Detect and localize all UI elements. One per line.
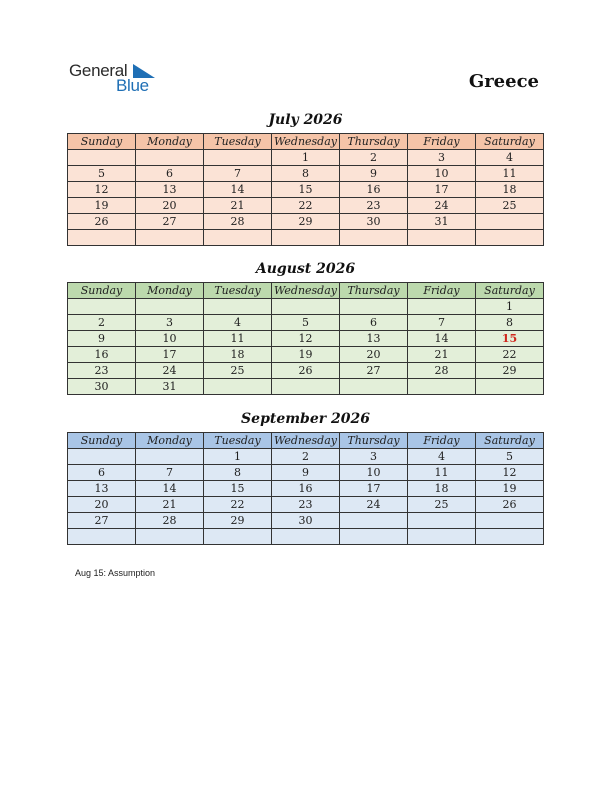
day-cell: 12 [272,331,340,347]
calendar-july [67,133,544,246]
day-cell: 13 [136,182,204,198]
day-cell [204,150,272,166]
day-cell: 27 [340,363,408,379]
week-row [68,166,544,182]
day-cell: 3 [340,449,408,465]
day-cell [68,299,136,315]
day-cell: 26 [272,363,340,379]
day-cell: 10 [136,331,204,347]
day-cell: 19 [272,347,340,363]
calendar-september [67,432,544,545]
day-cell [136,449,204,465]
day-cell: 25 [204,363,272,379]
day-cell: 19 [68,198,136,214]
day-cell: 6 [136,166,204,182]
day-cell: 17 [340,481,408,497]
day-cell: 28 [408,363,476,379]
weekday-header: Thursday [340,134,408,150]
generalblue-logo [69,61,164,97]
weekday-header: Saturday [476,134,544,150]
day-cell [68,449,136,465]
day-cell: 7 [204,166,272,182]
day-cell: 11 [204,331,272,347]
day-cell: 14 [136,481,204,497]
month-title-july: July 2026 [268,112,343,128]
day-cell: 2 [68,315,136,331]
day-cell: 20 [136,198,204,214]
day-cell: 13 [68,481,136,497]
day-cell [272,529,340,545]
day-cell: 10 [408,166,476,182]
week-row [68,481,544,497]
weekday-header: Thursday [340,283,408,299]
day-cell [408,529,476,545]
holiday-note: Aug 15: Assumption [75,568,156,578]
day-cell: 25 [408,497,476,513]
day-cell: 10 [340,465,408,481]
month-title-september: September 2026 [241,411,370,427]
week-row [68,513,544,529]
day-cell: 13 [340,331,408,347]
day-cell [408,379,476,395]
weekday-header: Sunday [68,283,136,299]
day-cell: 16 [272,481,340,497]
day-cell: 9 [272,465,340,481]
day-cell [68,529,136,545]
weekday-header: Monday [136,433,204,449]
week-row [68,465,544,481]
day-cell [136,150,204,166]
day-cell: 4 [408,449,476,465]
day-cell: 25 [476,198,544,214]
day-cell: 29 [204,513,272,529]
day-cell: 9 [68,331,136,347]
weekday-header: Thursday [340,433,408,449]
day-cell [476,379,544,395]
day-cell: 27 [68,513,136,529]
day-cell: 4 [204,315,272,331]
week-row [68,214,544,230]
day-cell: 5 [476,449,544,465]
day-cell: 31 [136,379,204,395]
weekday-header: Friday [408,134,476,150]
day-cell: 29 [272,214,340,230]
day-cell [408,230,476,246]
day-cell: 5 [68,166,136,182]
week-row [68,363,544,379]
day-cell [204,529,272,545]
day-cell [204,299,272,315]
day-cell [68,150,136,166]
day-cell: 28 [204,214,272,230]
day-cell: 15 [204,481,272,497]
day-cell [136,299,204,315]
day-cell: 24 [408,198,476,214]
day-cell: 22 [204,497,272,513]
day-cell: 1 [204,449,272,465]
week-row [68,347,544,363]
day-cell: 11 [408,465,476,481]
day-cell [272,230,340,246]
weekday-header: Monday [136,134,204,150]
day-cell: 18 [476,182,544,198]
week-row [68,315,544,331]
day-cell: 28 [136,513,204,529]
week-row [68,497,544,513]
week-row [68,299,544,315]
day-cell [476,529,544,545]
day-cell: 8 [204,465,272,481]
day-cell [136,230,204,246]
day-cell: 21 [136,497,204,513]
day-cell: 5 [272,315,340,331]
day-cell [340,529,408,545]
weekday-header: Sunday [68,134,136,150]
weekday-header: Wednesday [272,134,340,150]
day-cell: 26 [68,214,136,230]
day-cell: 3 [408,150,476,166]
day-cell: 9 [340,166,408,182]
day-cell: 22 [272,198,340,214]
day-cell: 17 [136,347,204,363]
weekday-header: Sunday [68,433,136,449]
day-cell: 18 [204,347,272,363]
day-cell: 19 [476,481,544,497]
weekday-header-row [68,283,544,299]
day-cell: 26 [476,497,544,513]
weekday-header: Tuesday [204,433,272,449]
day-cell [408,299,476,315]
day-cell: 30 [68,379,136,395]
day-cell: 29 [476,363,544,379]
day-cell [408,513,476,529]
day-cell: 1 [272,150,340,166]
week-row [68,182,544,198]
day-cell: 6 [68,465,136,481]
country-title: Greece [468,71,539,92]
day-cell [204,230,272,246]
weekday-header: Friday [408,433,476,449]
day-cell: 24 [136,363,204,379]
day-cell: 14 [408,331,476,347]
day-cell [272,299,340,315]
day-cell: 16 [68,347,136,363]
day-cell: 14 [204,182,272,198]
day-cell: 17 [408,182,476,198]
day-cell [272,379,340,395]
week-row [68,529,544,545]
weekday-header-row [68,134,544,150]
day-cell: 21 [408,347,476,363]
day-cell: 2 [272,449,340,465]
day-cell [476,513,544,529]
weekday-header: Saturday [476,283,544,299]
weekday-header: Saturday [476,433,544,449]
weekday-header-row [68,433,544,449]
day-cell: 12 [476,465,544,481]
calendar-august [67,282,544,395]
day-cell: 23 [68,363,136,379]
day-cell [68,230,136,246]
day-cell: 20 [68,497,136,513]
day-cell: 8 [476,315,544,331]
day-cell: 24 [340,497,408,513]
day-cell: 18 [408,481,476,497]
logo-text-blue: Blue [116,76,149,95]
day-cell [340,513,408,529]
week-row [68,150,544,166]
weekday-header: Wednesday [272,283,340,299]
day-cell: 3 [136,315,204,331]
day-cell [340,379,408,395]
holiday-day-cell: 15 [476,331,544,347]
day-cell: 1 [476,299,544,315]
day-cell: 2 [340,150,408,166]
day-cell: 12 [68,182,136,198]
month-title-august: August 2026 [255,261,356,277]
week-row [68,331,544,347]
day-cell: 23 [272,497,340,513]
day-cell: 7 [408,315,476,331]
day-cell: 20 [340,347,408,363]
day-cell: 21 [204,198,272,214]
logo-text-general: General [69,61,128,80]
week-row [68,198,544,214]
day-cell [476,230,544,246]
day-cell: 6 [340,315,408,331]
day-cell [340,299,408,315]
day-cell: 16 [340,182,408,198]
day-cell: 11 [476,166,544,182]
day-cell [476,214,544,230]
day-cell: 7 [136,465,204,481]
day-cell: 30 [272,513,340,529]
week-row [68,449,544,465]
week-row [68,230,544,246]
day-cell: 30 [340,214,408,230]
day-cell: 4 [476,150,544,166]
day-cell: 8 [272,166,340,182]
day-cell: 15 [272,182,340,198]
day-cell: 31 [408,214,476,230]
weekday-header: Tuesday [204,283,272,299]
day-cell [340,230,408,246]
day-cell [136,529,204,545]
weekday-header: Tuesday [204,134,272,150]
day-cell: 22 [476,347,544,363]
day-cell: 27 [136,214,204,230]
weekday-header: Wednesday [272,433,340,449]
day-cell [204,379,272,395]
week-row [68,379,544,395]
weekday-header: Friday [408,283,476,299]
weekday-header: Monday [136,283,204,299]
day-cell: 23 [340,198,408,214]
